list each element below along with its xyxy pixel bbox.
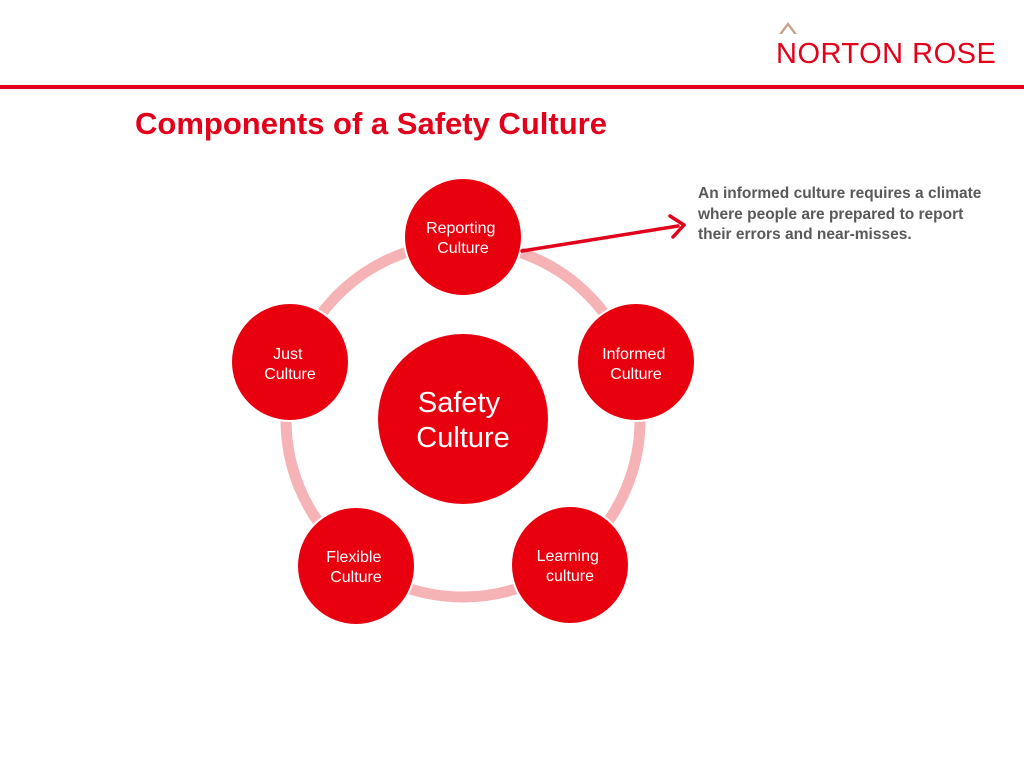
node-flexible-line-1: Flexible — [326, 549, 382, 566]
center-node — [378, 334, 548, 504]
page-title: Components of a Safety Culture — [135, 106, 607, 141]
node-learning-line-1: Learning — [536, 548, 599, 565]
node-reporting-line-2: Culture — [437, 240, 489, 257]
node-informed-line-1: Informed — [602, 346, 666, 363]
node-flexible-culture — [297, 507, 415, 625]
node-learning-circle — [511, 506, 629, 624]
node-reporting-circle — [404, 178, 522, 296]
node-flexible-line-2: Culture — [330, 569, 382, 586]
center-line-1: Safety — [417, 387, 501, 419]
node-learning-culture — [511, 506, 629, 624]
node-flexible-circle — [297, 507, 415, 625]
node-just-culture — [231, 303, 349, 421]
logo-text: NORTON ROSE — [776, 38, 997, 70]
center-circle — [378, 334, 548, 504]
node-reporting-line-1: Reporting — [426, 220, 496, 237]
node-informed-line-2: Culture — [610, 366, 662, 383]
callout-arrow — [522, 216, 684, 251]
center-line-2: Culture — [416, 422, 510, 454]
node-reporting-culture — [404, 178, 522, 296]
node-just-line-1: Just — [273, 346, 303, 363]
node-informed-culture — [577, 303, 695, 421]
informed-culture-callout: An informed culture requires a climate where people are prepared to report their errors and near-misses. — [698, 185, 982, 243]
node-learning-line-2: culture — [545, 568, 595, 585]
node-just-line-2: Culture — [264, 366, 316, 383]
